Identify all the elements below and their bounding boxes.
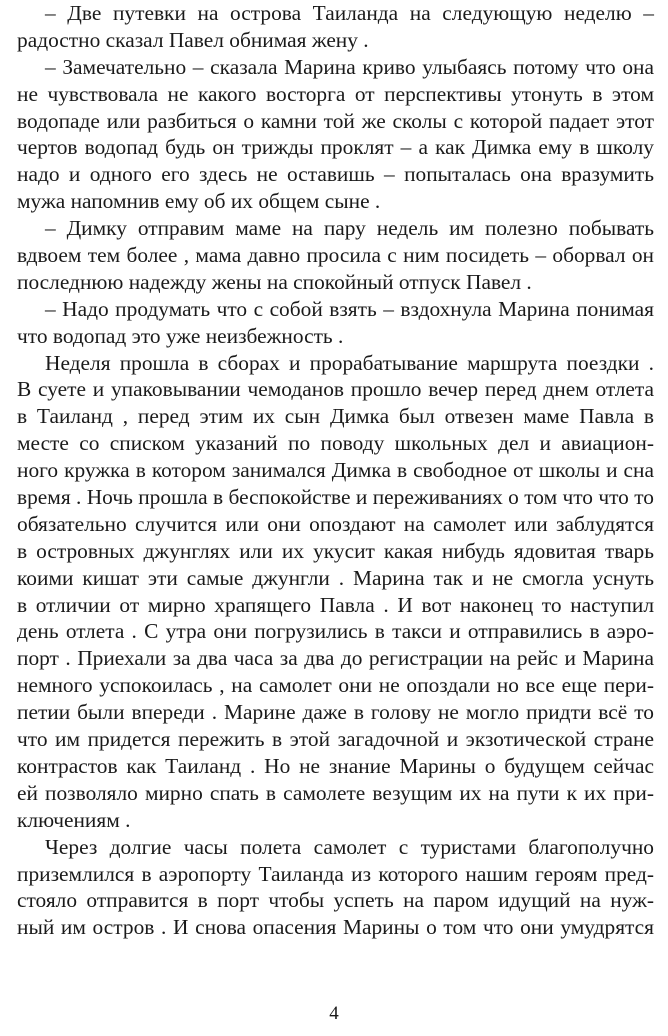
text-line: контрастов как Таиланд . Но не знание Марины о будущем сейчас: [17, 753, 654, 778]
text-line: день отлета . С утра они погрузились в такси и отправились в аэро-: [17, 619, 654, 644]
text-line: ключениям .: [17, 807, 131, 832]
text-line: в островных джунглях или их укусит какая нибудь ядовитая тварь: [17, 538, 654, 563]
text-line: что им придется пережить в этой загадочной и экзотической стране: [17, 727, 654, 752]
text-line: ей позволяло мирно спать в самолете везущим их на пути к их при-: [17, 780, 654, 805]
text-line: петии были впереди . Марине даже в голову не могло придти всё то: [17, 700, 654, 725]
text-line: месте со списком указаний по поводу школьных дел и авиацион-: [17, 431, 654, 456]
paragraph: [17, 54, 654, 215]
text-line: обязательно случится или они опоздают на самолет или заблудятся: [17, 511, 654, 536]
text-line: вдвоем тем более , мама давно просила с ним посидеть – оборвал он: [17, 243, 654, 268]
paragraph: [17, 834, 654, 942]
text-line: не чувствовала не какого восторга от перспективы утонуть в этом: [17, 81, 654, 106]
text-line: приземлился в аэропорту Таиланда из которого нашим героям пред-: [17, 861, 654, 886]
text-line: мужа напомнив ему об их общем сыне .: [17, 189, 381, 214]
body-text: [17, 0, 654, 941]
text-line: немного успокоилась , на самолет они не опоздали но все еще пери-: [17, 673, 654, 698]
text-line: Неделя прошла в сборах и прорабатывание маршрута поездки .: [45, 350, 654, 375]
text-line: стояло отправится в порт чтобы успеть на паром идущий на нуж-: [17, 888, 654, 913]
paragraph: [17, 0, 654, 54]
text-line: – Надо продумать что с собой взять – вздохнула Марина понимая: [45, 296, 654, 321]
paragraph: [17, 296, 654, 350]
text-line: радостно сказал Павел обнимая жену .: [17, 27, 369, 52]
text-line: коими кишат эти самые джунгли . Марина так и не смогла уснуть: [17, 565, 654, 590]
text-line: время . Ночь прошла в беспокойстве и переживаниях о том что что то: [17, 485, 654, 510]
paragraph: [17, 215, 654, 296]
paragraph: [17, 350, 654, 834]
text-line: ный им остров . И снова опасения Марины о том что они умудрятся: [17, 915, 654, 940]
text-line: – Замечательно – сказала Марина криво улыбаясь потому что она: [45, 54, 654, 79]
text-line: порт . Приехали за два часа за два до регистрации на рейс и Марина: [17, 646, 654, 671]
text-line: Через долгие часы полета самолет с туристами благополучно: [45, 834, 654, 859]
page-number: 4: [329, 1003, 339, 1024]
text-line: ного кружка в котором занимался Димка в свободное от школы и сна: [17, 458, 654, 483]
text-line: в отличии от мирно храпящего Павла . И вот наконец то наступил: [17, 592, 654, 617]
text-line: что водопад это уже неизбежность .: [17, 323, 344, 348]
text-line: надо и одного его здесь не оставишь – попыталась она вразумить: [17, 162, 654, 187]
text-line: – Две путевки на острова Таиланда на следующую неделю –: [45, 1, 654, 25]
text-line: водопаде или разбиться о камни той же сколы с которой падает этот: [17, 108, 654, 133]
text-line: в Таиланд , перед этим их сын Димка был отвезен маме Павла в: [17, 404, 654, 429]
text-line: последнюю надежду жены на спокойный отпуск Павел .: [17, 269, 532, 294]
text-line: – Димку отправим маме на пару недель им полезно побывать: [45, 216, 654, 241]
text-line: чертов водопад будь он трижды проклят – а как Димка ему в школу: [17, 135, 654, 160]
text-line: В суете и упаковывании чемоданов прошло вечер перед днем отлета: [17, 377, 654, 402]
